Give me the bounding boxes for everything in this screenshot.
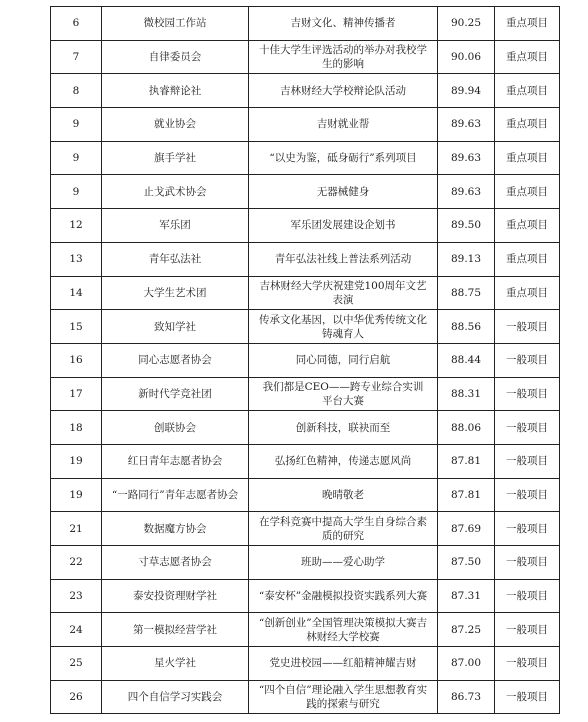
level-cell-text: 重点项目 [506,219,548,232]
project-cell-text: 创新科技，联袂而至 [295,421,391,434]
club-name-cell [102,613,249,647]
project-cell [249,310,438,344]
club-name-cell [102,141,249,175]
project-cell [249,209,438,243]
club-name-cell-text: 大学生艺术团 [143,286,207,299]
club-name-cell-text: 寸草志愿者协会 [138,556,212,569]
table-row [51,444,560,478]
rank-cell [51,74,102,108]
score-cell [438,647,495,681]
rank-cell-text: 23 [69,590,83,603]
rank-cell-text: 13 [69,253,83,266]
level-cell-text: 重点项目 [506,253,548,266]
level-cell [495,7,560,41]
project-cell-text: 传承文化基因，以中华优秀传统文化铸魂育人 [259,313,427,340]
club-name-cell [102,242,249,276]
score-cell-text: 89.50 [450,219,482,232]
project-cell-text: 在学科竞赛中提高大学生自身综合素质的研究 [259,515,427,542]
score-cell-text: 88.75 [450,286,482,299]
table-row [51,242,560,276]
table-row [51,40,560,74]
club-name-cell [102,209,249,243]
club-name-cell [102,175,249,209]
club-name-cell-text: 青年弘法社 [148,253,202,266]
rank-cell [51,647,102,681]
rank-cell-text: 19 [69,488,83,501]
table-row [51,478,560,512]
score-cell [438,209,495,243]
rank-cell [51,242,102,276]
club-name-cell-text: 数据魔方协会 [143,522,207,535]
rank-cell [51,546,102,580]
score-cell [438,377,495,411]
level-cell [495,40,560,74]
project-cell-text: 我们都是CEO——跨专业综合实训平台大赛 [262,380,424,407]
level-cell-text: 一般项目 [506,354,548,367]
level-cell-text: 一般项目 [506,590,548,603]
club-name-cell [102,7,249,41]
project-cell-text: “四个自信”理论融入学生思想教育实践的探索与研究 [258,684,428,711]
table-row [51,175,560,209]
score-cell [438,74,495,108]
project-cell-text: “以史为鉴，砥身砺行”系列项目 [269,152,417,165]
score-cell [438,343,495,377]
club-name-cell [102,546,249,580]
rank-cell [51,411,102,445]
table-row [51,512,560,546]
club-name-cell-text: 新时代学竞社团 [138,387,212,400]
level-cell-text: 一般项目 [506,387,548,400]
club-name-cell [102,377,249,411]
rank-cell [51,579,102,613]
level-cell [495,478,560,512]
level-cell-text: 重点项目 [506,17,548,30]
table-row [51,579,560,613]
club-name-cell-text: 泰安投资理财学社 [133,590,217,603]
project-cell [249,579,438,613]
project-cell [249,7,438,41]
club-name-cell [102,74,249,108]
score-cell-text: 87.50 [450,556,482,569]
project-cell [249,512,438,546]
project-cell [249,478,438,512]
score-cell [438,141,495,175]
rank-cell [51,108,102,142]
score-cell-text: 89.13 [450,253,482,266]
rank-cell [51,7,102,41]
table-body [51,7,560,714]
score-cell-text: 86.73 [450,691,482,704]
rank-cell-text: 8 [72,84,80,97]
level-cell [495,276,560,310]
rank-cell [51,613,102,647]
level-cell [495,377,560,411]
club-name-cell [102,647,249,681]
score-cell [438,276,495,310]
club-name-cell-text: 就业协会 [154,118,196,131]
rank-cell-text: 22 [69,556,83,569]
score-cell-text: 88.06 [450,421,482,434]
score-cell-text: 87.25 [450,623,482,636]
score-cell-text: 88.44 [450,354,482,367]
project-cell-text: 吉财就业帮 [316,118,370,131]
table-row [51,74,560,108]
table-row [51,680,560,714]
table-row [51,647,560,681]
project-cell [249,377,438,411]
project-cell [249,175,438,209]
club-name-cell-text: 微校园工作站 [143,17,207,30]
club-name-cell [102,411,249,445]
project-cell [249,40,438,74]
level-cell-text: 一般项目 [506,556,548,569]
table-row [51,141,560,175]
rank-cell-text: 9 [72,118,80,131]
level-cell [495,579,560,613]
level-cell [495,546,560,580]
project-cell-text: 军乐团发展建设企划书 [290,219,396,232]
level-cell-text: 一般项目 [506,691,548,704]
score-cell-text: 89.63 [450,152,482,165]
club-name-cell [102,512,249,546]
level-cell-text: 重点项目 [506,118,548,131]
rank-cell-text: 6 [72,17,80,30]
level-cell [495,680,560,714]
score-cell-text: 88.31 [450,387,482,400]
score-cell-text: 88.56 [450,320,482,333]
level-cell-text: 重点项目 [506,286,548,299]
project-cell-text: 青年弘法社线上普法系列活动 [274,253,412,266]
table-row [51,108,560,142]
club-name-cell-text: 旗手学社 [154,152,196,165]
project-cell [249,647,438,681]
club-name-cell [102,444,249,478]
rank-cell-text: 16 [69,354,83,367]
project-cell-text: 吉财文化、精神传播者 [290,17,396,30]
score-cell [438,175,495,209]
level-cell [495,74,560,108]
level-cell [495,411,560,445]
score-cell-text: 89.63 [450,185,482,198]
club-name-cell-text: 星火学社 [154,657,196,670]
table-row [51,310,560,344]
score-cell-text: 87.31 [450,590,482,603]
club-name-cell-text: 第一模拟经营学社 [133,623,217,636]
level-cell [495,242,560,276]
club-name-cell [102,680,249,714]
project-cell-text: “泰安杯”金融模拟投资实践系列大赛 [258,590,428,603]
table-row [51,7,560,41]
level-cell [495,647,560,681]
project-cell [249,343,438,377]
table-row [51,343,560,377]
score-cell-text: 90.06 [450,51,482,64]
level-cell [495,512,560,546]
level-cell [495,613,560,647]
rank-cell [51,276,102,310]
project-cell [249,141,438,175]
level-cell-text: 一般项目 [506,522,548,535]
club-name-cell-text: 创联协会 [154,421,196,434]
level-cell-text: 一般项目 [506,421,548,434]
club-name-cell [102,343,249,377]
rank-cell-text: 24 [69,623,83,636]
project-cell-text: 吉林财经大学庆祝建党100周年文艺表演 [259,279,427,306]
project-cell-text: 班助——爱心助学 [301,556,385,569]
level-cell-text: 一般项目 [506,488,548,501]
rank-cell [51,680,102,714]
level-cell-text: 重点项目 [506,51,548,64]
project-cell [249,444,438,478]
score-cell [438,242,495,276]
rank-cell-text: 15 [69,320,83,333]
rank-cell-text: 26 [69,691,83,704]
score-cell-text: 87.69 [450,522,482,535]
rank-cell-text: 17 [69,387,83,400]
rank-cell [51,377,102,411]
score-cell-text: 87.81 [450,455,482,468]
table-row [51,276,560,310]
table-row [51,546,560,580]
level-cell-text: 一般项目 [506,455,548,468]
rank-cell [51,209,102,243]
project-cell-text: 晚晴敬老 [322,488,364,501]
rank-cell-text: 9 [72,152,80,165]
club-name-cell-text: 军乐团 [159,219,191,232]
score-cell [438,478,495,512]
club-name-cell [102,579,249,613]
score-cell [438,7,495,41]
score-cell [438,108,495,142]
score-cell-text: 89.94 [450,84,482,97]
level-cell [495,310,560,344]
project-cell-text: 十佳大学生评选活动的举办对我校学生的影响 [259,44,427,71]
level-cell [495,141,560,175]
club-name-cell [102,478,249,512]
level-cell-text: 一般项目 [506,623,548,636]
rank-cell [51,310,102,344]
table-row [51,613,560,647]
project-cell [249,546,438,580]
club-name-cell [102,40,249,74]
rank-cell [51,512,102,546]
score-cell-text: 87.81 [450,488,482,501]
project-cell-text: “创新创业”全国管理决策模拟大赛吉林财经大学校赛 [258,616,428,643]
score-cell [438,310,495,344]
project-cell [249,613,438,647]
project-cell [249,680,438,714]
level-cell [495,444,560,478]
score-cell [438,579,495,613]
project-cell-text: 弘扬红色精神，传递志愿风尚 [274,455,412,468]
score-cell [438,40,495,74]
club-name-cell-text: 致知学社 [154,320,196,333]
project-cell [249,242,438,276]
rank-cell-text: 19 [69,455,83,468]
rank-cell [51,141,102,175]
project-ranking-table [50,6,560,714]
rank-cell [51,40,102,74]
score-cell-text: 90.25 [450,17,482,30]
club-name-cell-text: 四个自信学习实践会 [127,691,223,704]
rank-cell-text: 7 [72,51,80,64]
rank-cell [51,343,102,377]
project-cell-text: 无器械健身 [316,185,370,198]
score-cell [438,680,495,714]
level-cell [495,108,560,142]
rank-cell-text: 12 [69,219,83,232]
club-name-cell [102,108,249,142]
club-name-cell [102,310,249,344]
rank-cell-text: 21 [69,522,83,535]
project-cell [249,411,438,445]
rank-cell [51,175,102,209]
level-cell [495,343,560,377]
rank-cell [51,444,102,478]
score-cell [438,512,495,546]
club-name-cell-text: 执睿辩论社 [148,84,202,97]
club-name-cell [102,276,249,310]
project-cell [249,108,438,142]
table-row [51,411,560,445]
club-name-cell-text: 红日青年志愿者协会 [127,455,223,468]
club-name-cell-text: “一路同行”青年志愿者协会 [111,488,239,501]
level-cell-text: 一般项目 [506,657,548,670]
level-cell-text: 重点项目 [506,84,548,97]
club-name-cell-text: 同心志愿者协会 [138,354,212,367]
rank-cell-text: 18 [69,421,83,434]
level-cell [495,209,560,243]
score-cell [438,444,495,478]
level-cell-text: 重点项目 [506,185,548,198]
rank-cell-text: 25 [69,657,83,670]
project-cell [249,276,438,310]
rank-cell-text: 9 [72,185,80,198]
club-name-cell-text: 自律委员会 [148,51,202,64]
project-cell-text: 同心同德，同行启航 [295,354,391,367]
score-cell-text: 87.00 [450,657,482,670]
club-name-cell-text: 止戈武术协会 [143,185,207,198]
project-cell-text: 吉林财经大学校辩论队活动 [280,84,406,97]
table-row [51,377,560,411]
score-cell [438,613,495,647]
table-row [51,209,560,243]
level-cell [495,175,560,209]
project-cell [249,74,438,108]
rank-cell [51,478,102,512]
rank-cell-text: 14 [69,286,83,299]
level-cell-text: 重点项目 [506,152,548,165]
level-cell-text: 一般项目 [506,320,548,333]
project-cell-text: 党史进校园——红船精神耀吉财 [269,657,417,670]
score-cell-text: 89.63 [450,118,482,131]
score-cell [438,546,495,580]
score-cell [438,411,495,445]
